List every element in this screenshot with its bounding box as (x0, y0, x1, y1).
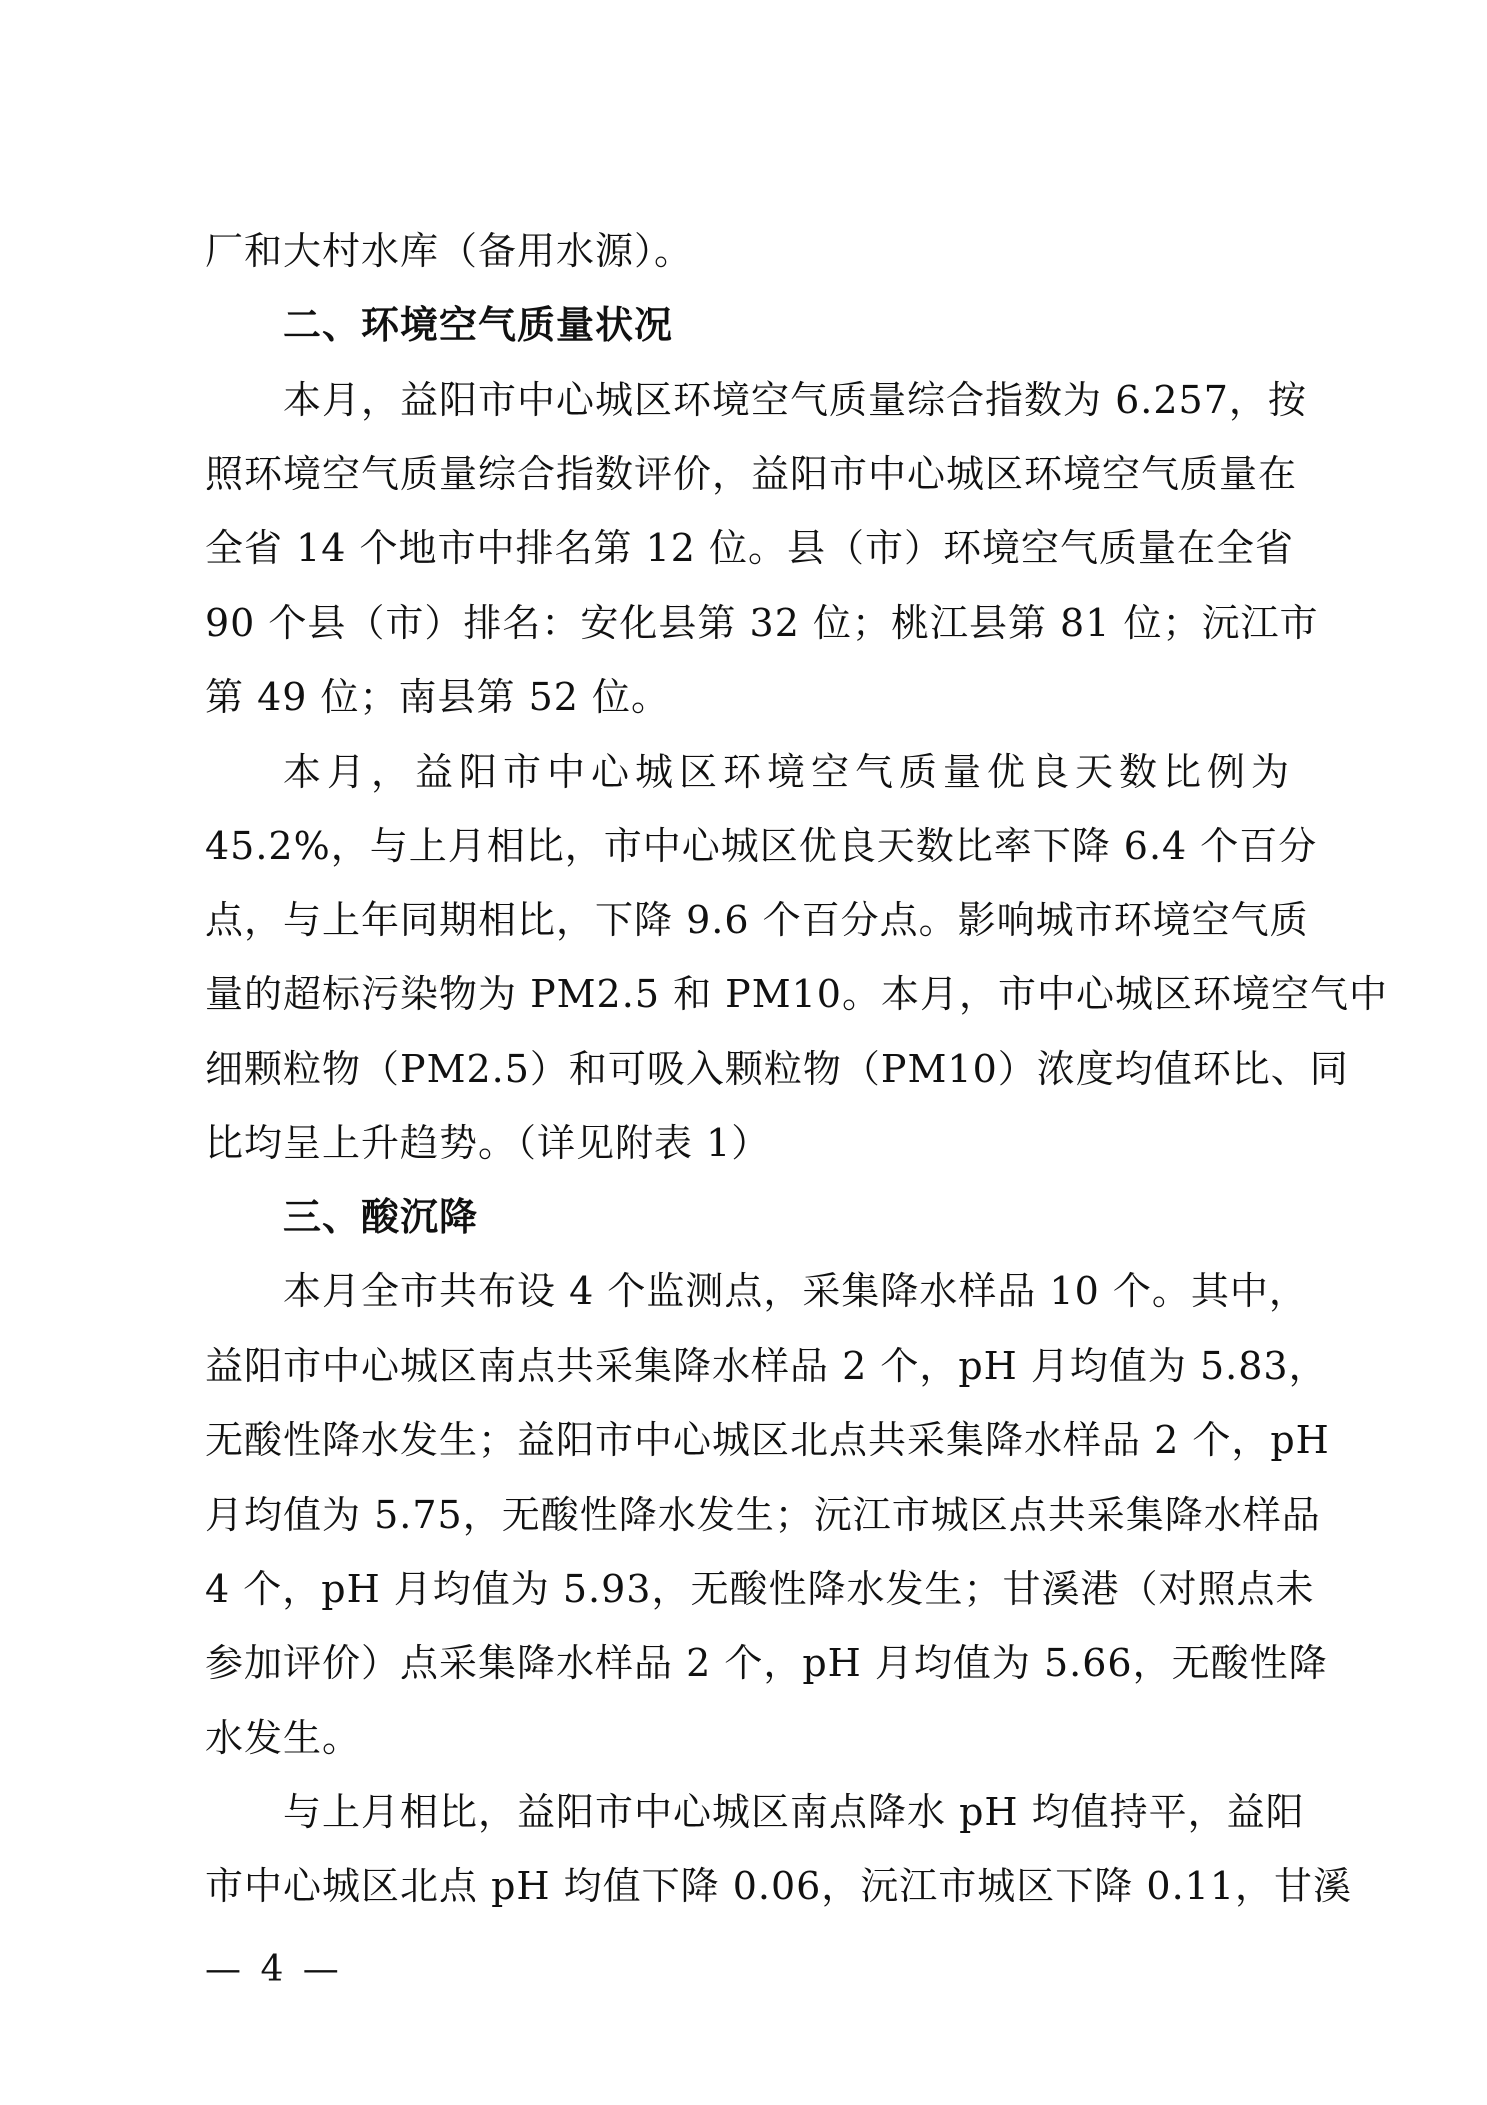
paragraph-line: 45.2%，与上月相比，市中心城区优良天数比率下降 6.4 个百分 (205, 824, 1318, 868)
paragraph-line: 本月，益阳市中心城区环境空气质量优良天数比例为 (283, 750, 1290, 794)
paragraph-line: 益阳市中心城区南点共采集降水样品 2 个，pH 月均值为 5.83， (205, 1344, 1328, 1388)
paragraph-line: 4 个，pH 月均值为 5.93，无酸性降水发生；甘溪港（对照点未 (205, 1567, 1315, 1611)
paragraph-line: 无酸性降水发生；益阳市中心城区北点共采集降水样品 2 个，pH (205, 1418, 1330, 1462)
paragraph-line: 与上月相比，益阳市中心城区南点降水 pH 均值持平，益阳 (283, 1790, 1305, 1834)
paragraph-line: 厂和大村水库（备用水源）。 (205, 229, 694, 273)
paragraph-line: 点，与上年同期相比，下降 9.6 个百分点。影响城市环境空气质 (205, 898, 1309, 942)
paragraph-line: 参加评价）点采集降水样品 2 个，pH 月均值为 5.66，无酸性降 (205, 1641, 1328, 1685)
paragraph-line: 90 个县（市）排名：安化县第 32 位；桃江县第 81 位；沅江市 (205, 601, 1319, 645)
paragraph-line: 第 49 位；南县第 52 位。 (205, 675, 671, 719)
paragraph-line: 本月全市共布设 4 个监测点，采集降水样品 10 个。其中， (283, 1269, 1308, 1313)
paragraph-line: 本月，益阳市中心城区环境空气质量综合指数为 6.257，按 (283, 378, 1307, 422)
paragraph-line: 水发生。 (205, 1716, 362, 1760)
paragraph-line: 量的超标污染物为 PM2.5 和 PM10。本月，市中心城区环境空气中 (205, 972, 1388, 1016)
section-heading-air-quality: 二、环境空气质量状况 (283, 303, 674, 347)
paragraph-line: 照环境空气质量综合指数评价，益阳市中心城区环境空气质量在 (205, 452, 1298, 496)
paragraph-line: 全省 14 个地市中排名第 12 位。县（市）环境空气质量在全省 (205, 526, 1295, 570)
paragraph-line: 市中心城区北点 pH 均值下降 0.06，沅江市城区下降 0.11，甘溪 (205, 1864, 1353, 1908)
page-number: — 4 — (205, 1949, 343, 1990)
paragraph-line: 月均值为 5.75，无酸性降水发生；沅江市城区点共采集降水样品 (205, 1493, 1321, 1537)
paragraph-line: 细颗粒物（PM2.5）和可吸入颗粒物（PM10）浓度均值环比、同 (205, 1047, 1349, 1091)
section-heading-acid-deposition: 三、酸沉降 (283, 1195, 479, 1239)
paragraph-line: 比均呈上升趋势。（详见附表 1） (205, 1121, 771, 1165)
